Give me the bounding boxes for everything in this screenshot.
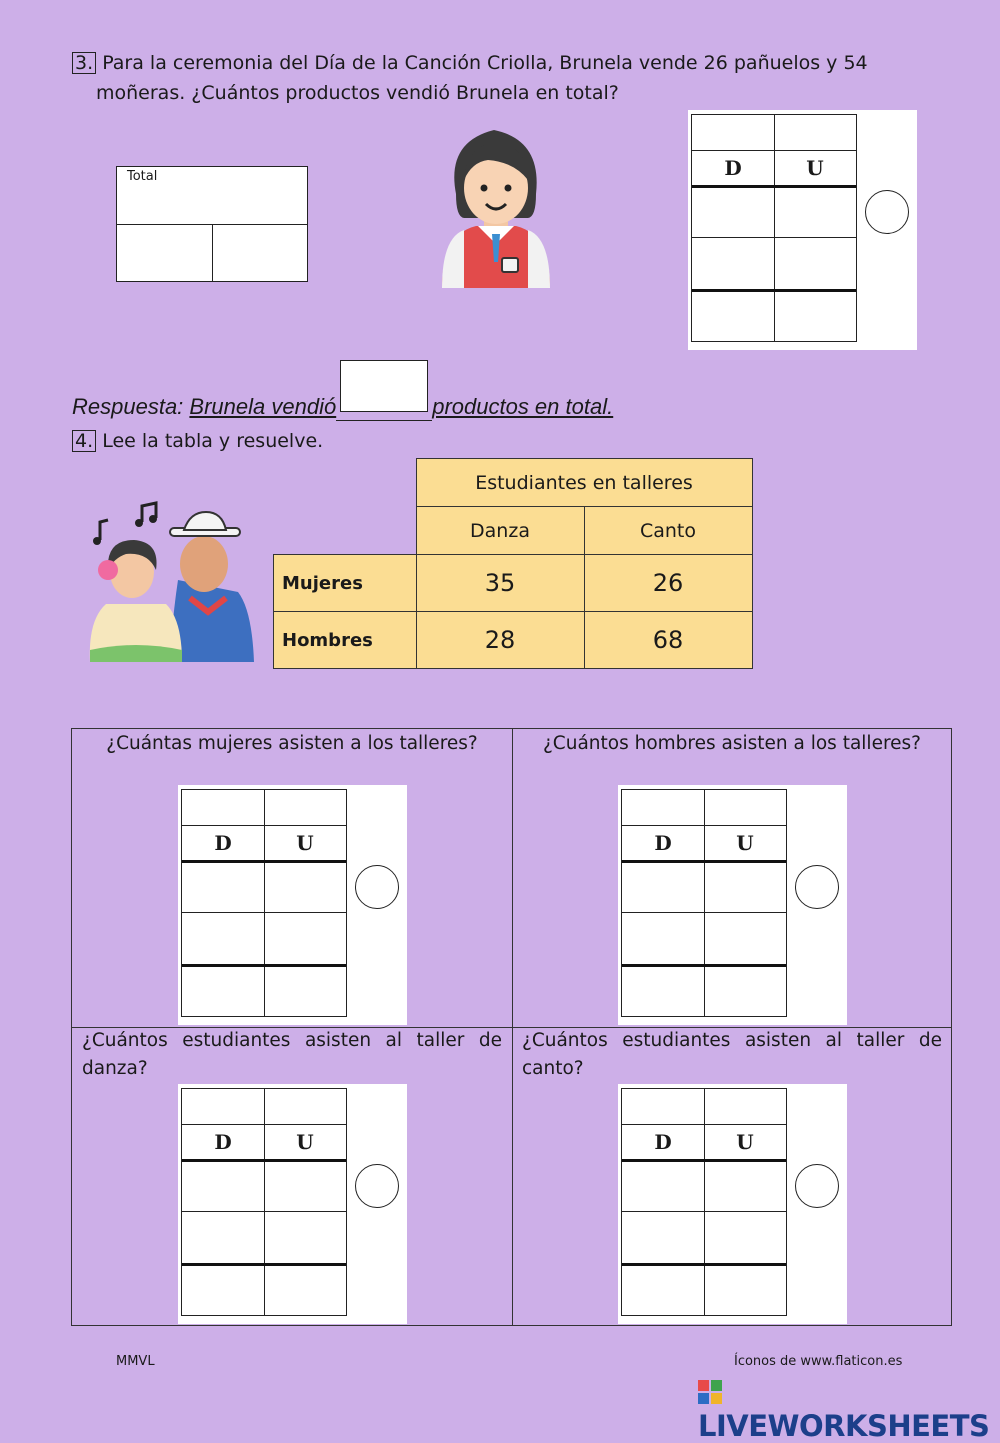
place-value-table-men [618, 785, 847, 1025]
column-header-danza: Danza [416, 507, 584, 555]
place-value-table-song [618, 1084, 847, 1324]
cell-mujeres-canto: 26 [584, 555, 752, 612]
answer-input-box[interactable] [340, 360, 428, 412]
table-row [274, 612, 753, 669]
author-initials: MMVL [116, 1354, 155, 1369]
column-header-canto: Canto [584, 507, 752, 555]
problem-3-line-1: Para la ceremonia del Día de la Canción Criolla, Brunela vende 26 pañuelos y 54 [102, 52, 868, 74]
problem-4-number: 4. [72, 430, 96, 452]
units-header: U [806, 156, 824, 180]
units-header: U [296, 831, 314, 855]
tens-header: D [214, 831, 232, 855]
table-row [274, 555, 753, 612]
students-workshop-table [273, 458, 753, 669]
problem-3-statement [72, 48, 952, 108]
total-label: Total [127, 169, 158, 184]
operation-sign-circle[interactable] [795, 1164, 839, 1208]
answer-sentence [72, 366, 613, 421]
dancers-illustration [86, 500, 254, 662]
problem-4-text: Lee la tabla y resuelve. [102, 430, 324, 452]
tens-header: D [654, 1130, 672, 1154]
cell-hombres-danza: 28 [416, 612, 584, 669]
place-value-table-problem-3 [688, 110, 917, 350]
units-header: U [736, 831, 754, 855]
operation-sign-circle[interactable] [355, 865, 399, 909]
units-header: U [296, 1130, 314, 1154]
part-whole-diagram[interactable] [116, 166, 308, 282]
cell-mujeres-danza: 35 [416, 555, 584, 612]
row-header-hombres: Hombres [274, 612, 417, 669]
vendor-girl-illustration [436, 122, 556, 288]
operation-sign-circle[interactable] [865, 190, 909, 234]
question-men: ¿Cuántos hombres asisten a los talleres? [542, 733, 921, 754]
question-women: ¿Cuántas mujeres asisten a los talleres? [106, 733, 478, 754]
brand-name: LIVEWORKSHEETS [698, 1409, 990, 1443]
answer-prefix: Respuesta: [72, 394, 184, 419]
table-title: Estudiantes en talleres [416, 459, 752, 507]
answer-part-2: productos en total. [432, 394, 614, 419]
row-header-mujeres: Mujeres [274, 555, 417, 612]
answer-part-1: Brunela vendió [189, 394, 337, 419]
icon-credits: Íconos de www.flaticon.es [734, 1354, 903, 1369]
place-value-table-dance [178, 1084, 407, 1324]
question-dance: ¿Cuántos estudiantes asisten al taller de danza? [82, 1030, 502, 1079]
problem-4-instruction [72, 428, 323, 454]
question-song: ¿Cuántos estudiantes asisten al taller de canto? [522, 1030, 942, 1079]
liveworksheets-logo-icon [698, 1380, 722, 1404]
questions-grid [71, 728, 952, 1326]
operation-sign-circle[interactable] [795, 865, 839, 909]
tens-header: D [654, 831, 672, 855]
tens-header: D [214, 1130, 232, 1154]
liveworksheets-brand[interactable] [698, 1375, 1000, 1443]
place-value-table-women [178, 785, 407, 1025]
cell-hombres-canto: 68 [584, 612, 752, 669]
tens-header: D [724, 156, 742, 180]
units-header: U [736, 1130, 754, 1154]
operation-sign-circle[interactable] [355, 1164, 399, 1208]
problem-3-number: 3. [72, 52, 96, 74]
problem-3-line-2: moñeras. ¿Cuántos productos vendió Brunela en total? [96, 82, 619, 104]
